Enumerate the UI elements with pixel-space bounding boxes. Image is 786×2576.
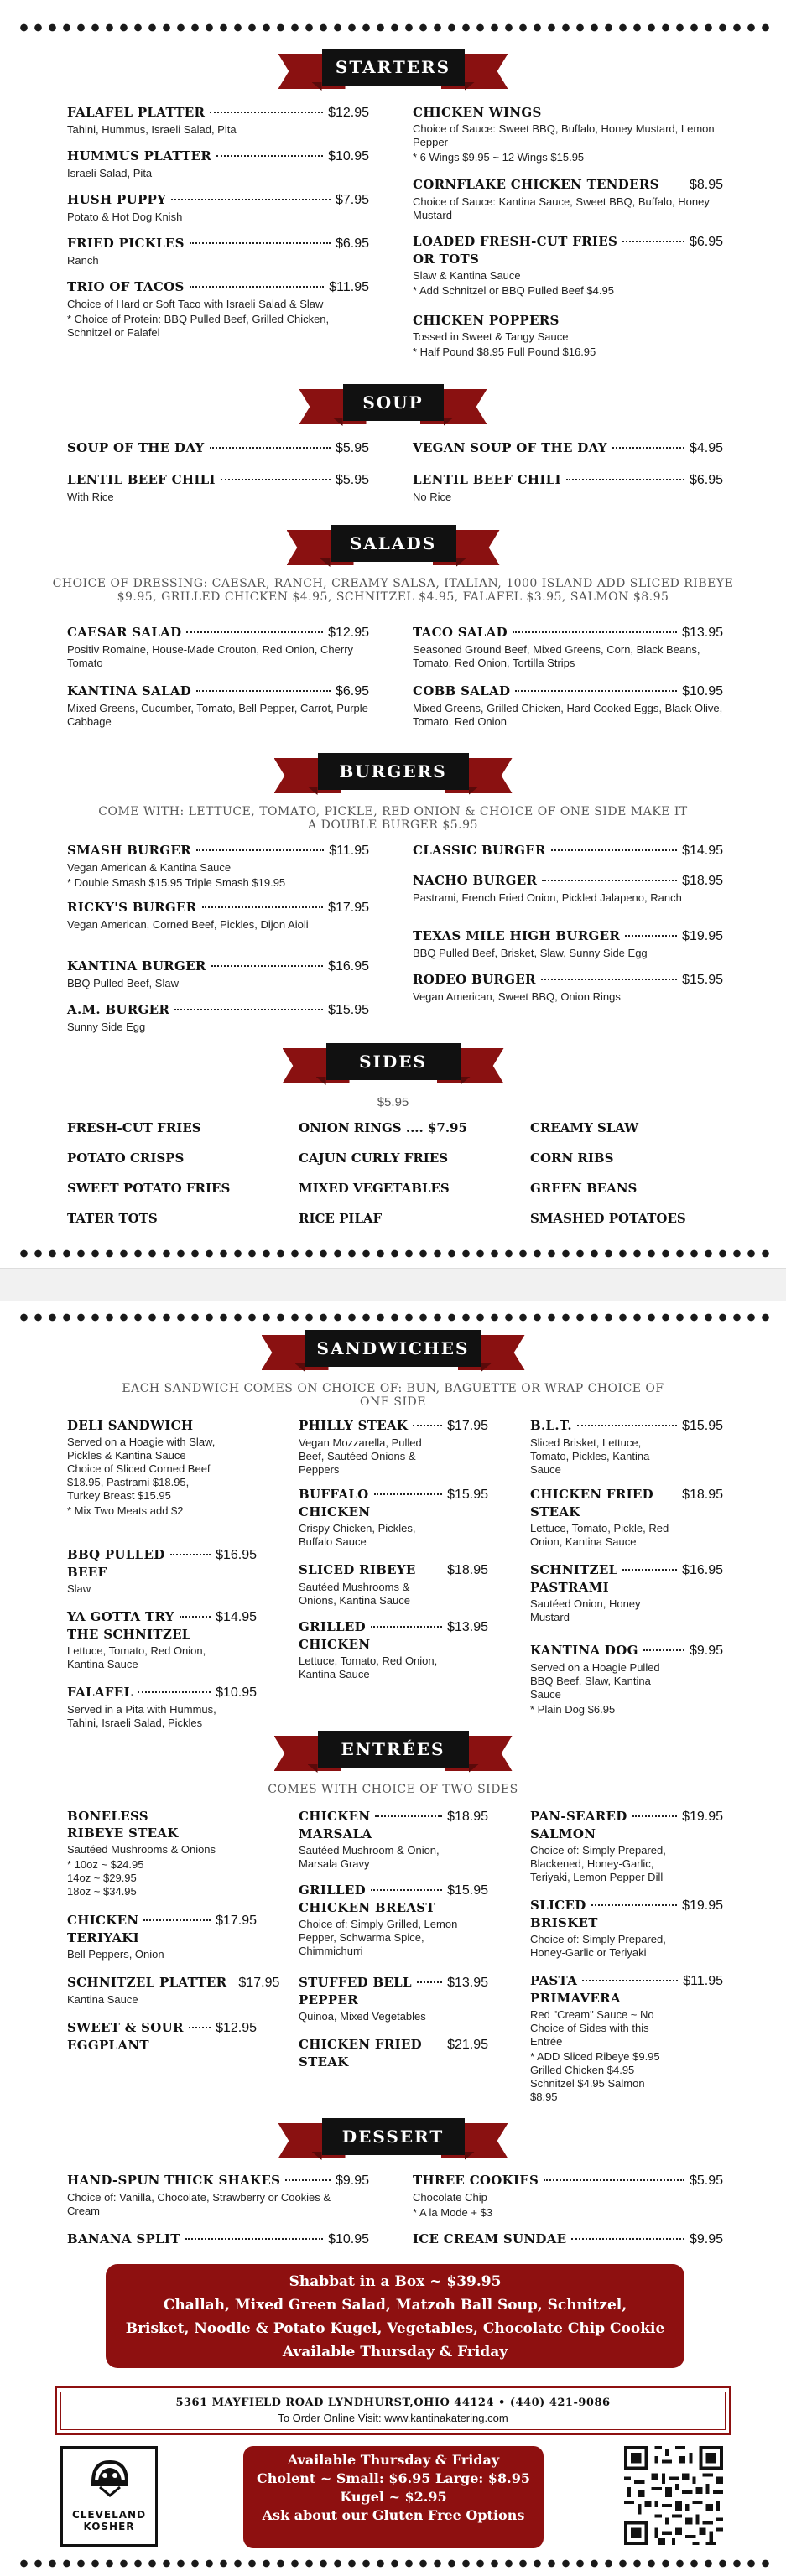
cholent-price: Cholent ~ Small: $6.95 Large: $8.95: [256, 2470, 530, 2486]
sandwiches-note: EACH SANDWICH COMES ON CHOICE OF: BUN, BAGUETTE OR WRAP CHOICE OF ONE SIDE: [122, 1382, 664, 1409]
menu-item: SCHNITZEL PLATTER $17.95 Kantina Sauce: [67, 1975, 280, 2006]
menu-item: CHICKEN $17.95 TERIYAKI Bell Peppers, Onion: [67, 1913, 257, 1961]
entrees-title: ENTRÉES: [341, 1739, 445, 1759]
shabbat-items-2: Brisket, Noodle & Potato Kugel, Vegetables, Chocolate Chip Cookie: [125, 2320, 665, 2337]
side-item: POTATO CRISPS: [67, 1150, 185, 1166]
menu-item: COBB SALAD $10.95 Mixed Greens, Grilled Chicken, Hard Cooked Eggs, Black Olive, Tomato, Red Onion: [413, 683, 723, 728]
side-item: GREEN BEANS: [530, 1181, 638, 1196]
sides-header: [0, 1043, 786, 1090]
qr-code-icon[interactable]: [624, 2446, 723, 2545]
dotted-border-bottom-2: [17, 2559, 769, 2568]
kosher-emblem-icon: [88, 2457, 132, 2497]
burgers-header: [0, 753, 786, 800]
website-link[interactable]: To Order Online Visit: www.kantinakatering.com: [278, 2412, 508, 2424]
menu-item: DELI SANDWICH Served on a Hoagie with Slaw, Pickles & Kantina Sauce Choice of Sliced Corned Beef $18.95, Pastrami $18.95, Turkey Breast $15.95 * Mix Two Meats add $2: [67, 1418, 216, 1517]
menu-item: ICE CREAM SUNDAE $9.95: [413, 2231, 723, 2246]
side-item: SMASHED POTATOES: [530, 1211, 686, 1226]
menu-item: SMASH BURGER $11.95 Vegan American & Kantina Sauce * Double Smash $15.95 Triple Smash $19.95: [67, 843, 369, 889]
menu-item: SOUP OF THE DAY $5.95: [67, 440, 369, 455]
menu-item: TEXAS MILE HIGH BURGER $19.95 BBQ Pulled Beef, Brisket, Slaw, Sunny Side Egg: [413, 928, 723, 959]
menu-item: NACHO BURGER $18.95 Pastrami, French Fried Onion, Pickled Jalapeno, Ranch: [413, 873, 723, 904]
menu-item: CLASSIC BURGER $14.95: [413, 843, 723, 858]
menu-item: SCHNITZEL $16.95 PASTRAMI Sautéed Onion, Honey Mustard: [530, 1562, 723, 1623]
menu-item: CHICKEN WINGS Choice of Sauce: Sweet BBQ, Buffalo, Honey Mustard, Lemon Pepper * 6 Wings $9.95 ~ 12 Wings $15.95: [413, 105, 715, 164]
menu-item: RICKY'S BURGER $17.95 Vegan American, Corned Beef, Pickles, Dijon Aioli: [67, 900, 369, 931]
shabbat-availability: Available Thursday & Friday: [282, 2344, 508, 2360]
cleveland-kosher-logo: [60, 2446, 158, 2547]
menu-item: B.L.T. $15.95 Sliced Brisket, Lettuce, Tomato, Pickles, Kantina Sauce: [530, 1418, 723, 1476]
menu-item: CAESAR SALAD $12.95 Positiv Romaine, House-Made Crouton, Red Onion, Cherry Tomato: [67, 625, 369, 669]
menu-item: VEGAN SOUP OF THE DAY $4.95: [413, 440, 723, 455]
side-item: ONION RINGS .... $7.95: [299, 1120, 467, 1135]
dotted-border-top: [17, 1313, 769, 1322]
menu-item: RODEO BURGER $15.95 Vegan American, Sweet BBQ, Onion Rings: [413, 972, 723, 1003]
menu-item: GRILLED $13.95 CHICKEN Lettuce, Tomato, Red Onion, Kantina Sauce: [299, 1619, 488, 1680]
menu-item: CHICKEN FRIED $18.95 STEAK Lettuce, Tomato, Pickle, Red Onion, Kantina Sauce: [530, 1487, 723, 1548]
menu-item: LENTIL BEEF CHILI $6.95 No Rice: [413, 472, 723, 503]
address-box: [55, 2386, 731, 2435]
menu-item: CORNFLAKE CHICKEN TENDERS $8.95 Choice of Sauce: Kantina Sauce, Sweet BBQ, Buffalo, Honey Mustard: [413, 177, 723, 221]
menu-item: GRILLED $15.95 CHICKEN BREAST Choice of: Simply Grilled, Lemon Pepper, Schwarma Spice, Chimmichurri: [299, 1883, 488, 1957]
menu-item: HAND-SPUN THICK SHAKES $9.95 Choice of: Vanilla, Chocolate, Strawberry or Cookies & Cream: [67, 2173, 369, 2217]
soup-header: [0, 384, 786, 431]
menu-item: THREE COOKIES $5.95 Chocolate Chip * A la Mode + $3: [413, 2173, 723, 2219]
menu-item: FALAFEL PLATTER $12.95 Tahini, Hummus, Israeli Salad, Pita: [67, 105, 369, 136]
menu-item: FALAFEL $10.95 Served in a Pita with Hummus, Tahini, Israeli Salad, Pickles: [67, 1685, 257, 1729]
kugel-price: Kugel ~ $2.95: [340, 2489, 447, 2505]
menu-item: TRIO OF TACOS $11.95 Choice of Hard or Soft Taco with Israeli Salad & Slaw * Choice of Protein: BBQ Pulled Beef, Grilled Chicken, Schnitzel or Falafel: [67, 279, 369, 339]
menu-item: LENTIL BEEF CHILI $5.95 With Rice: [67, 472, 369, 503]
salads-title: SALADS: [349, 533, 437, 553]
side-item: FRESH-CUT FRIES: [67, 1120, 201, 1135]
menu-page-1: [0, 0, 786, 1268]
menu-item: CHICKEN FRIED $21.95 STEAK: [299, 2037, 488, 2070]
menu-item: FRIED PICKLES $6.95 Ranch: [67, 236, 369, 267]
side-item: CORN RIBS: [530, 1150, 614, 1166]
menu-item: BBQ PULLED $16.95 BEEF Slaw: [67, 1547, 257, 1595]
menu-item: CHICKEN $18.95 MARSALA Sautéed Mushroom & Onion, Marsala Gravy: [299, 1809, 488, 1870]
sandwiches-header: [0, 1330, 786, 1377]
starters-title: STARTERS: [335, 57, 451, 77]
sides-title: SIDES: [359, 1052, 427, 1072]
entrees-header: [0, 1731, 786, 1778]
menu-item: YA GOTTA TRY $14.95 THE SCHNITZEL Lettuce, Tomato, Red Onion, Kantina Sauce: [67, 1609, 257, 1670]
page-separator: [0, 1268, 786, 1301]
menu-item: TACO SALAD $13.95 Seasoned Ground Beef, Mixed Greens, Corn, Black Beans, Tomato, Red Onion, Tortilla Strips: [413, 625, 723, 669]
dotted-border-bottom: [17, 1249, 769, 1258]
entrees-note: COMES WITH CHOICE OF TWO SIDES: [268, 1783, 518, 1796]
salads-header: [0, 525, 786, 572]
menu-item: PAN-SEARED $19.95 SALMON Choice of: Simply Prepared, Blackened, Honey-Garlic, Teriyaki, Lemon Pepper Dill: [530, 1809, 723, 1883]
side-item: TATER TOTS: [67, 1211, 158, 1226]
menu-item: BUFFALO $15.95 CHICKEN Crispy Chicken, Pickles, Buffalo Sauce: [299, 1487, 488, 1548]
logo-line-1: CLEVELAND: [71, 2509, 147, 2521]
soup-title: SOUP: [362, 392, 424, 413]
availability-text: Available Thursday & Friday: [287, 2452, 500, 2468]
menu-item: SLICED $19.95 BRISKET Choice of: Simply Prepared, Honey-Garlic or Teriyaki: [530, 1898, 723, 1959]
side-item: MIXED VEGETABLES: [299, 1181, 450, 1196]
menu-item: HUSH PUPPY $7.95 Potato & Hot Dog Knish: [67, 192, 369, 223]
menu-item: BANANA SPLIT $10.95: [67, 2231, 369, 2246]
menu-item: BONELESS RIBEYE STEAK Sautéed Mushrooms & Onions * 10oz ~ $24.95 14oz ~ $29.95 18oz ~ $34.95: [67, 1809, 216, 1898]
burgers-title: BURGERS: [339, 761, 447, 782]
menu-item: A.M. BURGER $15.95 Sunny Side Egg: [67, 1002, 369, 1033]
side-item: SWEET POTATO FRIES: [67, 1181, 231, 1196]
gluten-free-note: Ask about our Gluten Free Options: [262, 2507, 525, 2523]
menu-item: KANTINA SALAD $6.95 Mixed Greens, Cucumber, Tomato, Bell Pepper, Carrot, Purple Cabbage: [67, 683, 369, 728]
menu-item: LOADED FRESH-CUT FRIES $6.95 OR TOTS Slaw & Kantina Sauce * Add Schnitzel or BBQ Pulled Beef $4.95: [413, 234, 723, 297]
menu-item: STUFFED BELL $13.95 PEPPER Quinoa, Mixed Vegetables: [299, 1975, 488, 2023]
shabbat-box: [106, 2264, 684, 2368]
menu-item: PASTA $11.95 PRIMAVERA Red "Cream" Sauce ~ No Choice of Sides with this Entrée * ADD Sliced Ribeye $9.95 Grilled Chicken $4.95 Schnitzel $4.95 Salmon $8.95: [530, 1973, 723, 2103]
address: 5361 MAYFIELD ROAD LYNDHURST,OHIO 44124 • (440) 421-9086: [175, 2397, 611, 2409]
logo-line-2: KOSHER: [83, 2521, 135, 2532]
side-item: CREAMY SLAW: [530, 1120, 639, 1135]
menu-item: KANTINA DOG $9.95 Served on a Hoagie Pulled BBQ Beef, Slaw, Kantina Sauce * Plain Dog $6.95: [530, 1643, 723, 1716]
sandwiches-title: SANDWICHES: [316, 1338, 470, 1358]
menu-item: PHILLY STEAK $17.95 Vegan Mozzarella, Pulled Beef, Sautéed Onions & Peppers: [299, 1418, 488, 1476]
sides-price: $5.95: [377, 1095, 409, 1109]
side-item: CAJUN CURLY FRIES: [299, 1150, 449, 1166]
dotted-border-top: [17, 23, 769, 32]
dessert-header: [0, 2118, 786, 2165]
shabbat-items: Challah, Mixed Green Salad, Matzoh Ball Soup, Schnitzel,: [163, 2297, 627, 2314]
burgers-note: COME WITH: LETTUCE, TOMATO, PICKLE, RED ONION & CHOICE OF ONE SIDE MAKE IT A DOUBLE BURGER $5.95: [98, 805, 688, 832]
menu-item: SLICED RIBEYE $18.95 Sautéed Mushrooms & Onions, Kantina Sauce: [299, 1562, 488, 1607]
menu-item: SWEET & SOUR $12.95 EGGPLANT: [67, 2020, 257, 2053]
dessert-title: DESSERT: [341, 2127, 445, 2147]
menu-item: KANTINA BURGER $16.95 BBQ Pulled Beef, Slaw: [67, 958, 369, 989]
salads-note: CHOICE OF DRESSING: CAESAR, RANCH, CREAMY SALSA, ITALIAN, 1000 ISLAND ADD SLICED RIBEYE $9.95, GRILLED CHICKEN $4.95, SCHNITZEL $4.95, FALAFEL $3.95, SALMON $8.95: [52, 577, 734, 604]
cholent-kugel-box: [243, 2446, 544, 2548]
starters-header: [0, 49, 786, 96]
shabbat-title: Shabbat in a Box ~ $39.95: [289, 2273, 502, 2290]
menu-item: CHICKEN POPPERS Tossed in Sweet & Tangy Sauce * Half Pound $8.95 Full Pound $16.95: [413, 313, 596, 358]
menu-item: HUMMUS PLATTER $10.95 Israeli Salad, Pita: [67, 148, 369, 179]
side-item: RICE PILAF: [299, 1211, 383, 1226]
